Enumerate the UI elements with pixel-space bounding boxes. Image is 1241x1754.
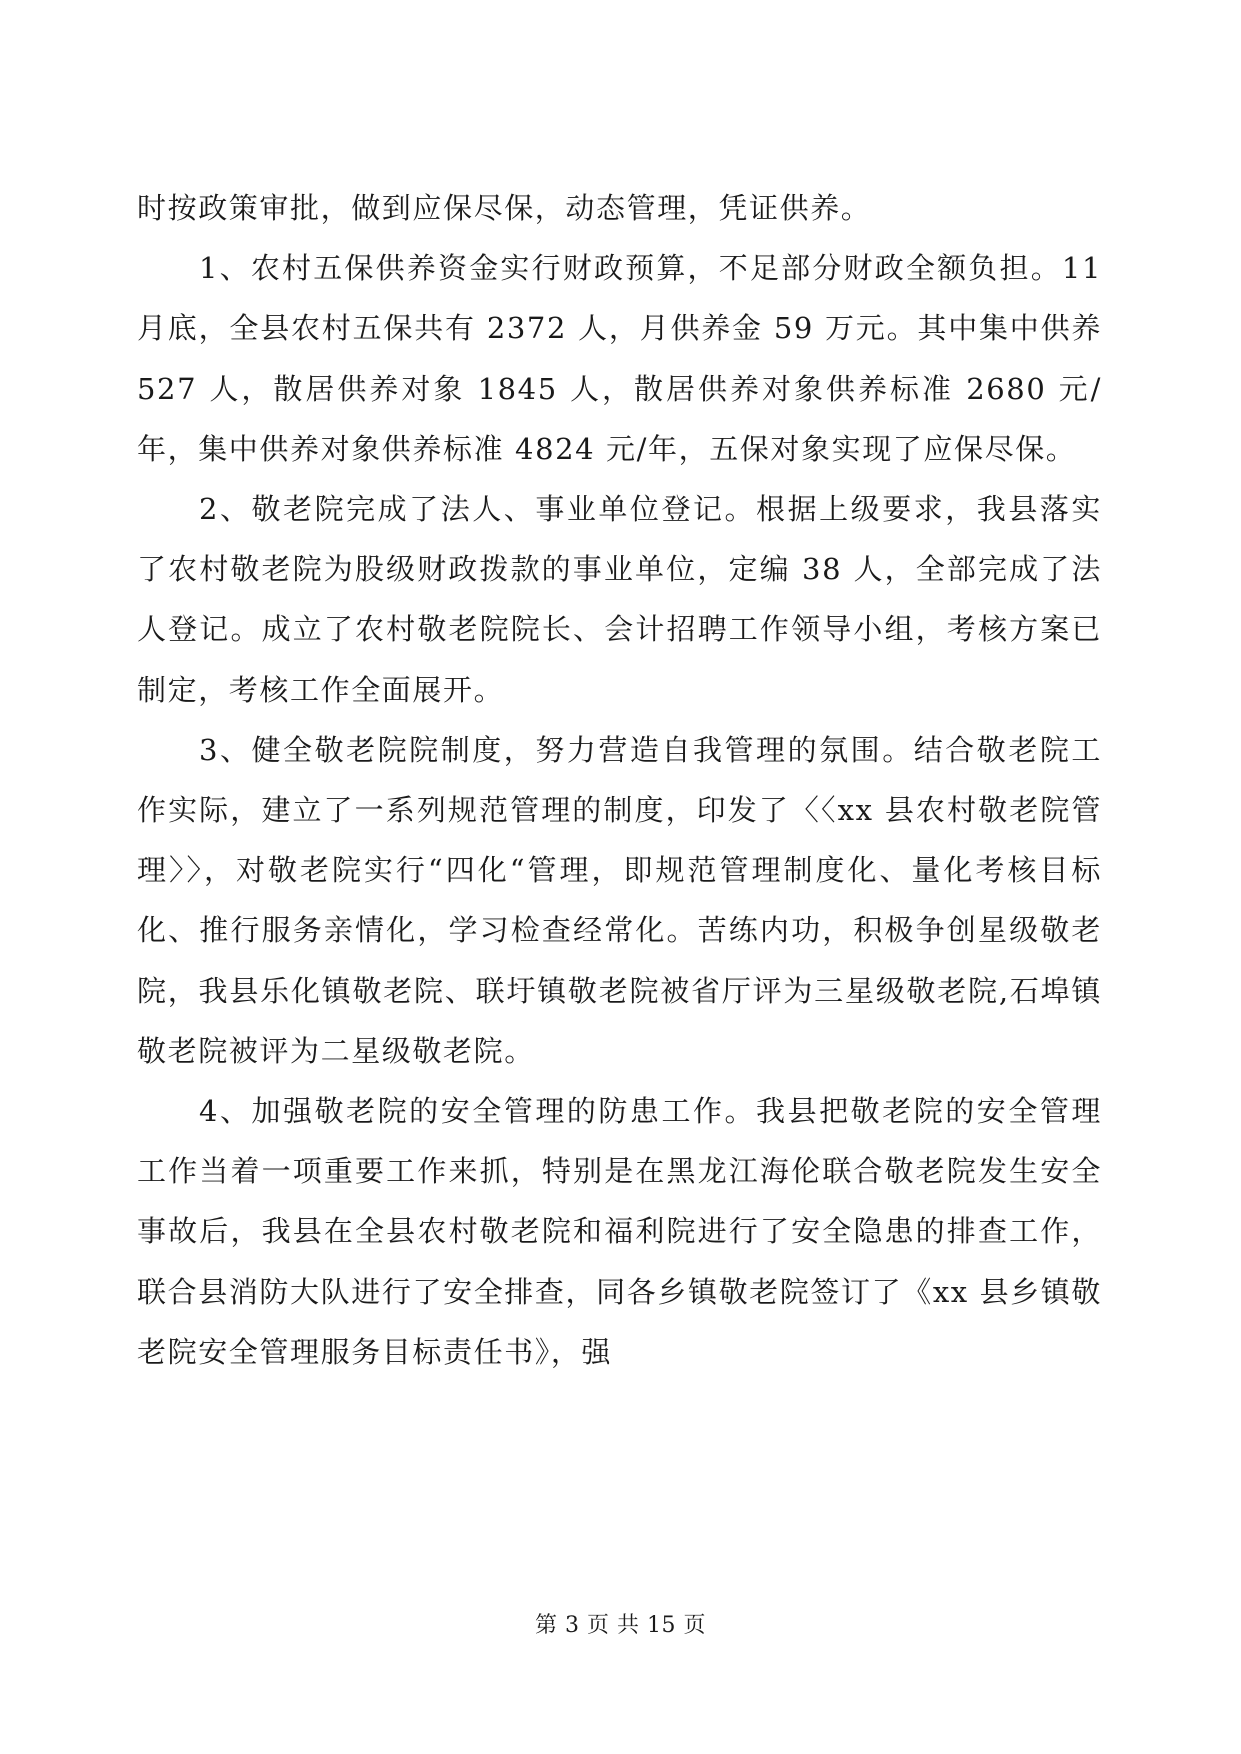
page-number-footer: 第 3 页 共 15 页 [535, 1613, 706, 1638]
document-body [137, 178, 1102, 1382]
paragraph-2: 2、敬老院完成了法人、事业单位登记。根据上级要求，我县落实了农村敬老院为股级财政拨款的事业单位，定编 38 人，全部完成了法人登记。成立了农村敬老院院长、会计招聘工作领导小组，考核方案已制定，考核工作全面展开。 [137, 492, 1102, 707]
paragraph-1: 1、农村五保供养资金实行财政预算，不足部分财政全额负担。11 月底，全县农村五保共有 2372 人，月供养金 59 万元。其中集中供养 527 人，散居供养对象 1845 人，散居供养对象供养标准 2680 元/年，集中供养对象供养标准 4824 元/年，五保对象实现了应保尽保。 [137, 251, 1102, 466]
paragraph-4: 4、加强敬老院的安全管理的防患工作。我县把敬老院的安全管理工作当着一项重要工作来抓，特别是在黑龙江海伦联合敬老院发生安全事故后，我县在全县农村敬老院和福利院进行了安全隐患的排查工作，联合县消防大队进行了安全排查，同各乡镇敬老院签订了《xx 县乡镇敬老院安全管理服务目标责任书》，强 [137, 1094, 1102, 1369]
paragraph-0: 时按政策审批，做到应保尽保，动态管理，凭证供养。 [137, 191, 872, 225]
paragraph-3: 3、健全敬老院院制度，努力营造自我管理的氛围。结合敬老院工作实际，建立了一系列规范管理的制度，印发了〈〈xx 县农村敬老院管理〉〉，对敬老院实行“四化“管理，即规范管理制度化、量化考核目标化、推行服务亲情化，学习检查经常化。苦练内功，积极争创星级敬老院，我县乐化镇敬老院、联圩镇敬老院被省厅评为三星级敬老院,石埠镇敬老院被评为二星级敬老院。 [137, 732, 1102, 1068]
